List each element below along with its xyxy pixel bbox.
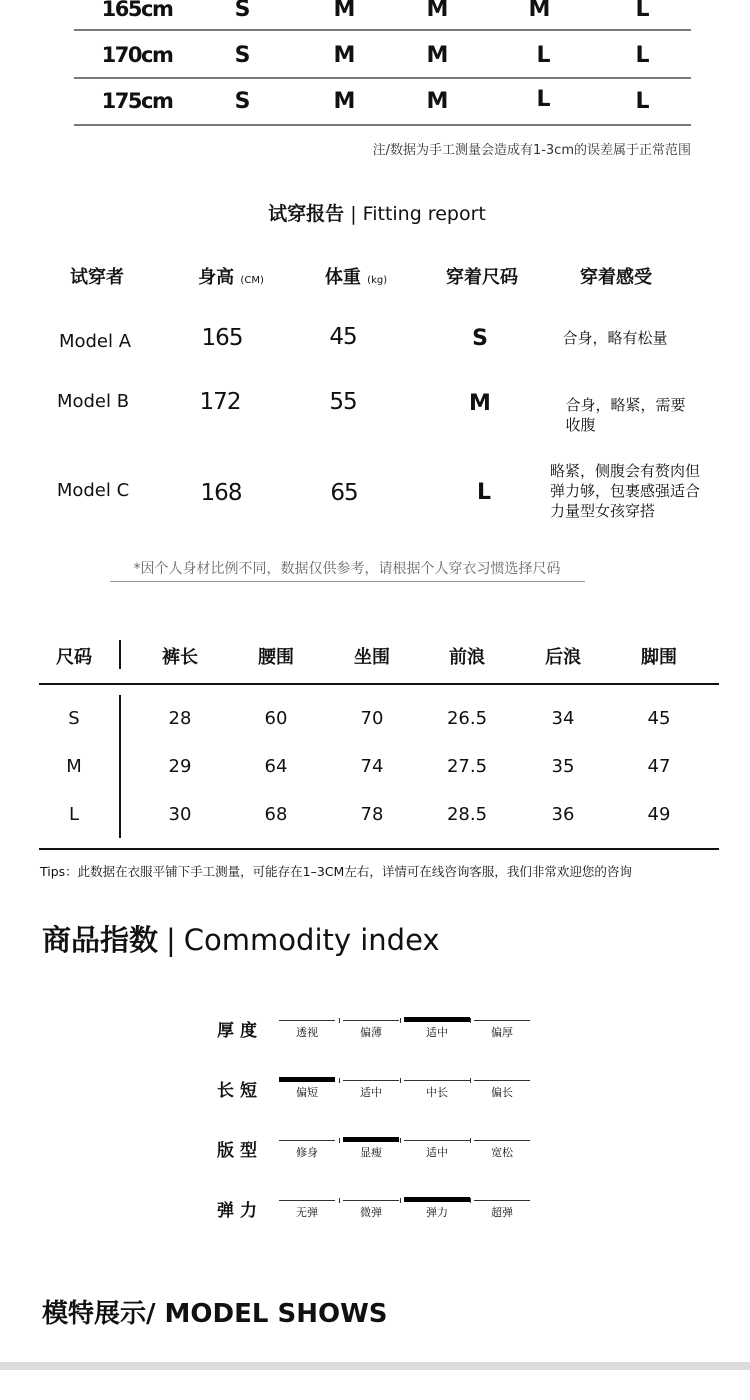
scale-tick	[470, 1138, 471, 1143]
table-cell: 34	[551, 708, 575, 729]
scale-segment	[279, 1200, 335, 1201]
table-cell: 27.5	[446, 756, 488, 777]
table-cell: 68	[264, 804, 288, 825]
scale-option-label: 适中	[360, 1086, 382, 1099]
size-cell: M	[333, 0, 355, 22]
model-feeling: 合身，略有松量	[562, 329, 668, 347]
fitting-report-title	[268, 199, 486, 226]
scale-segment	[474, 1200, 530, 1201]
scale-segment	[404, 1080, 470, 1081]
scale-tick	[339, 1198, 340, 1203]
scale-option-label: 微弹	[360, 1206, 382, 1219]
size-cell: S	[234, 0, 250, 22]
scale-tick	[400, 1198, 401, 1203]
table-cell: 49	[647, 804, 671, 825]
commodity-index-title	[42, 918, 440, 959]
table-row-divider	[74, 77, 691, 79]
scale-option-label: 显瘦	[360, 1146, 382, 1159]
index-label: 版型	[217, 1141, 263, 1161]
index-label: 厚度	[217, 1021, 263, 1041]
column-header: 裤长	[162, 647, 198, 668]
scale-tick	[339, 1018, 340, 1023]
scale-tick	[339, 1078, 340, 1083]
table-cell: L	[68, 804, 80, 825]
column-header: 尺码	[56, 647, 92, 668]
size-cell: M	[426, 89, 448, 114]
size-cell: L	[635, 89, 649, 114]
size-cell: M	[426, 43, 448, 68]
scale-option-label: 弹力	[426, 1206, 448, 1219]
header-feeling: 穿着感受	[580, 267, 652, 288]
table-cell: 70	[360, 708, 384, 729]
table-cell: 36	[551, 804, 575, 825]
model-size: M	[469, 391, 491, 416]
table-bottom-rule	[39, 848, 719, 850]
size-cell: M	[333, 43, 355, 68]
model-size: L	[476, 480, 492, 505]
model-shows-title: 模特展示/ MODEL SHOWS	[42, 1299, 388, 1329]
scale-option-label: 修身	[296, 1146, 318, 1159]
disclaimer-underline	[110, 581, 585, 582]
header-divider	[119, 640, 121, 669]
fitting-report-title-cn: 试穿报告	[268, 203, 345, 225]
scale-tick	[400, 1078, 401, 1083]
scale-option-label: 适中	[426, 1146, 448, 1159]
model-name: Model A	[58, 331, 132, 352]
commodity-index-title-cn: 商品指数	[42, 923, 159, 957]
scale-segment	[279, 1020, 335, 1021]
scale-option-label: 透视	[296, 1026, 318, 1039]
model-height: 168	[200, 480, 242, 506]
header-height-unit: (CM)	[240, 275, 264, 286]
scale-segment	[474, 1020, 530, 1021]
model-name: Model C	[56, 480, 130, 501]
column-header: 脚围	[641, 647, 677, 668]
model-height: 172	[199, 389, 241, 415]
scale-segment-selected	[404, 1017, 470, 1022]
size-cell: M	[528, 0, 550, 22]
image-top-edge	[0, 1362, 750, 1370]
column-header: 腰围	[258, 647, 294, 668]
scale-option-label: 适中	[426, 1026, 448, 1039]
height-cell: 175cm	[101, 89, 173, 113]
table-bottom-rule	[74, 124, 691, 126]
model-feeling: 合身，略紧，需要收腹	[565, 396, 686, 434]
title-separator: |	[166, 923, 176, 957]
table-cell: M	[66, 756, 82, 777]
scale-tick	[400, 1018, 401, 1023]
scale-segment	[343, 1200, 399, 1201]
scale-option-label: 无弹	[296, 1206, 318, 1219]
table-row-divider	[74, 29, 691, 31]
fitting-disclaimer: *因个人身材比例不同，数据仅供参考，请根据个人穿衣习惯选择尺码	[133, 561, 561, 577]
scale-tick	[339, 1138, 340, 1143]
commodity-index-title-en: Commodity index	[183, 923, 440, 957]
scale-segment	[279, 1140, 335, 1141]
table-cell: 45	[647, 708, 671, 729]
table-cell: 28	[168, 708, 192, 729]
table-cell: 74	[360, 756, 384, 777]
table-cell: S	[68, 708, 80, 729]
body-divider	[119, 695, 121, 838]
table-cell: 35	[551, 756, 575, 777]
scale-option-label: 偏短	[296, 1086, 318, 1099]
header-tester: 试穿者	[70, 267, 124, 288]
scale-segment	[343, 1020, 399, 1021]
size-cell: L	[635, 43, 649, 68]
size-cell: L	[536, 87, 550, 112]
model-name: Model B	[56, 391, 130, 412]
table-cell: 26.5	[446, 708, 488, 729]
table-cell: 64	[264, 756, 288, 777]
index-label: 长短	[217, 1081, 263, 1101]
scale-tick	[470, 1018, 471, 1023]
column-header: 坐围	[354, 647, 390, 668]
scale-segment-selected	[404, 1197, 470, 1202]
column-header: 前浪	[449, 647, 485, 668]
scale-option-label: 偏长	[491, 1086, 513, 1099]
header-weight: 体重 (kg)	[324, 267, 388, 288]
measurement-tips: Tips：此数据在衣服平铺下手工测量，可能存在1–3CM左右，详情可在线咨询客服，我们非常欢迎您的咨询	[40, 864, 632, 879]
index-label: 弹力	[217, 1201, 263, 1221]
scale-segment	[474, 1140, 530, 1141]
scale-option-label: 中长	[426, 1086, 448, 1099]
scale-segment-selected	[343, 1137, 399, 1142]
model-weight: 55	[329, 389, 357, 415]
column-header: 后浪	[545, 647, 581, 668]
size-cell: M	[426, 0, 448, 22]
table-cell: 78	[360, 804, 384, 825]
scale-option-label: 宽松	[491, 1146, 513, 1159]
scale-tick	[400, 1138, 401, 1143]
scale-option-label: 偏薄	[360, 1026, 382, 1039]
model-height: 165	[201, 325, 243, 351]
fitting-report-title-en: Fitting report	[362, 203, 486, 225]
scale-option-label: 超弹	[491, 1206, 513, 1219]
table-cell: 28.5	[446, 804, 488, 825]
scale-segment-selected	[279, 1077, 335, 1082]
table-cell: 47	[647, 756, 671, 777]
header-height: 身高 (CM)	[198, 267, 264, 288]
title-separator: |	[350, 203, 357, 225]
scale-segment	[404, 1140, 470, 1141]
size-cell: L	[635, 0, 649, 22]
header-rule	[39, 683, 719, 685]
header-weight-unit: (kg)	[367, 275, 388, 286]
model-feeling: 略紧，侧腹会有赘肉但弹力够，包裹感强适合力量型女孩穿搭	[550, 462, 701, 520]
size-cell: S	[234, 89, 250, 114]
scale-segment	[343, 1080, 399, 1081]
model-size: S	[472, 326, 488, 351]
table-cell: 29	[168, 756, 192, 777]
size-cell: L	[536, 43, 550, 68]
scale-segment	[474, 1080, 530, 1081]
scale-option-label: 偏厚	[491, 1026, 513, 1039]
model-weight: 65	[330, 480, 358, 506]
table-cell: 60	[264, 708, 288, 729]
scale-tick	[470, 1198, 471, 1203]
table-cell: 30	[168, 804, 192, 825]
measurement-note: 注/数据为手工测量会造成有1-3cm的误差属于正常范围	[372, 143, 691, 158]
height-cell: 165cm	[101, 0, 173, 21]
scale-tick	[470, 1078, 471, 1083]
size-cell: S	[234, 43, 250, 68]
size-cell: M	[333, 89, 355, 114]
header-size: 穿着尺码	[446, 267, 518, 288]
model-weight: 45	[329, 324, 357, 350]
height-cell: 170cm	[101, 43, 173, 67]
